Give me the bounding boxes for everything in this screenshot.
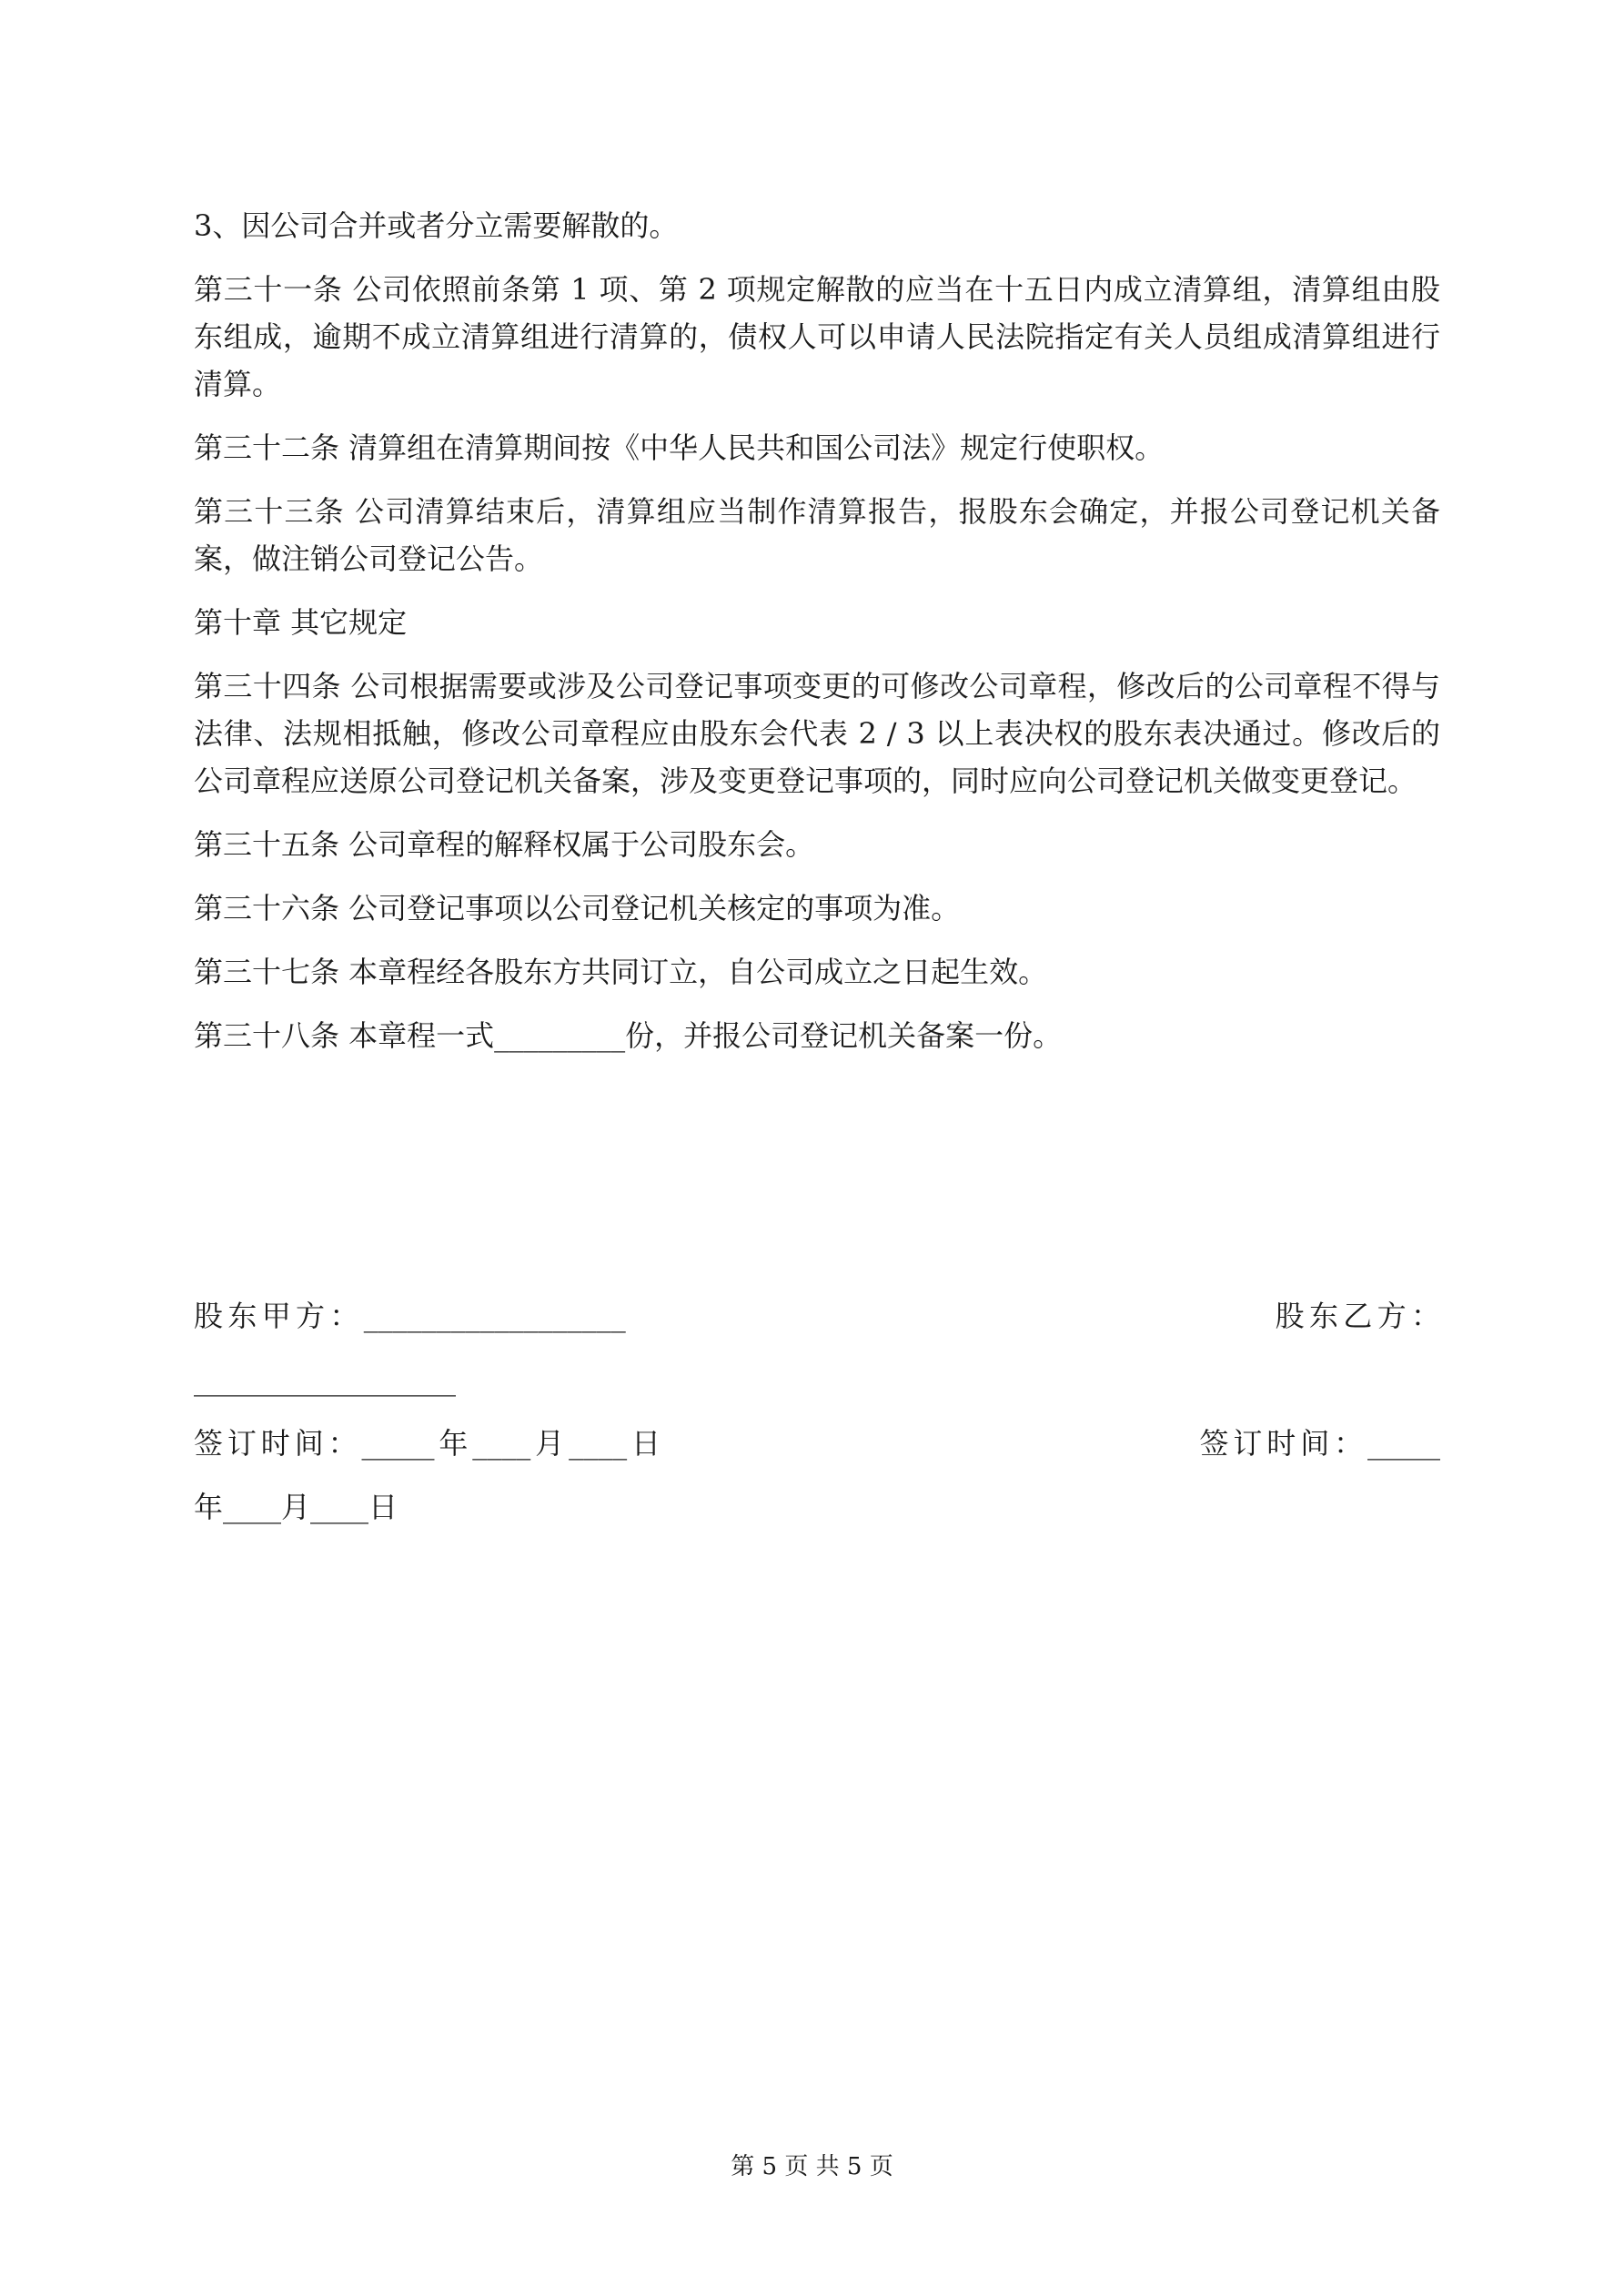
article-34: 第三十四条 公司根据需要或涉及公司登记事项变更的可修改公司章程，修改后的公司章程不得与法律、法规相抵触，修改公司章程应由股东会代表 2 / 3 以上表决权的股东表决通过。修改后的公司章程应送原公司登记机关备案，涉及变更登记事项的，同时应向公司登记机关做变更登记。	[194, 669, 1440, 798]
signature-block	[194, 1292, 1440, 1547]
article-37: 第三十七条 本章程经各股东方共同订立，自公司成立之日起生效。	[194, 955, 1048, 989]
signature-line-blank: __________________	[194, 1362, 456, 1397]
article-38: 第三十八条 本章程一式_________份，并报公司登记机关备案一份。	[194, 1018, 1063, 1053]
signature-line-shareholders: 股东甲方：__________________ 股东乙方：	[194, 1299, 1440, 1333]
article-36: 第三十六条 公司登记事项以公司登记机关核定的事项为准。	[194, 891, 961, 925]
signing-date-continuation: 年____月____日	[194, 1490, 398, 1524]
article-31: 第三十一条 公司依照前条第 1 项、第 2 项规定解散的应当在十五日内成立清算组，清算组由股东组成，逾期不成立清算组进行清算的，债权人可以申请人民法院指定有关人员组成清算组进行清算。	[194, 272, 1440, 401]
article-32: 第三十二条 清算组在清算期间按《中华人民共和国公司法》规定行使职权。	[194, 430, 1165, 465]
paragraph: 3、因公司合并或者分立需要解散的。	[194, 208, 679, 243]
signing-date-line: 签订时间：_____年____月____日 签订时间：_____	[194, 1426, 1440, 1461]
chapter-heading: 第十章 其它规定	[194, 605, 408, 640]
article-35: 第三十五条 公司章程的解释权属于公司股东会。	[194, 827, 815, 862]
page-footer: 第 5 页 共 5 页	[731, 2153, 893, 2180]
article-33: 第三十三条 公司清算结束后，清算组应当制作清算报告，报股东会确定，并报公司登记机关备案，做注销公司登记公告。	[194, 494, 1440, 576]
document-body	[194, 202, 1440, 1076]
